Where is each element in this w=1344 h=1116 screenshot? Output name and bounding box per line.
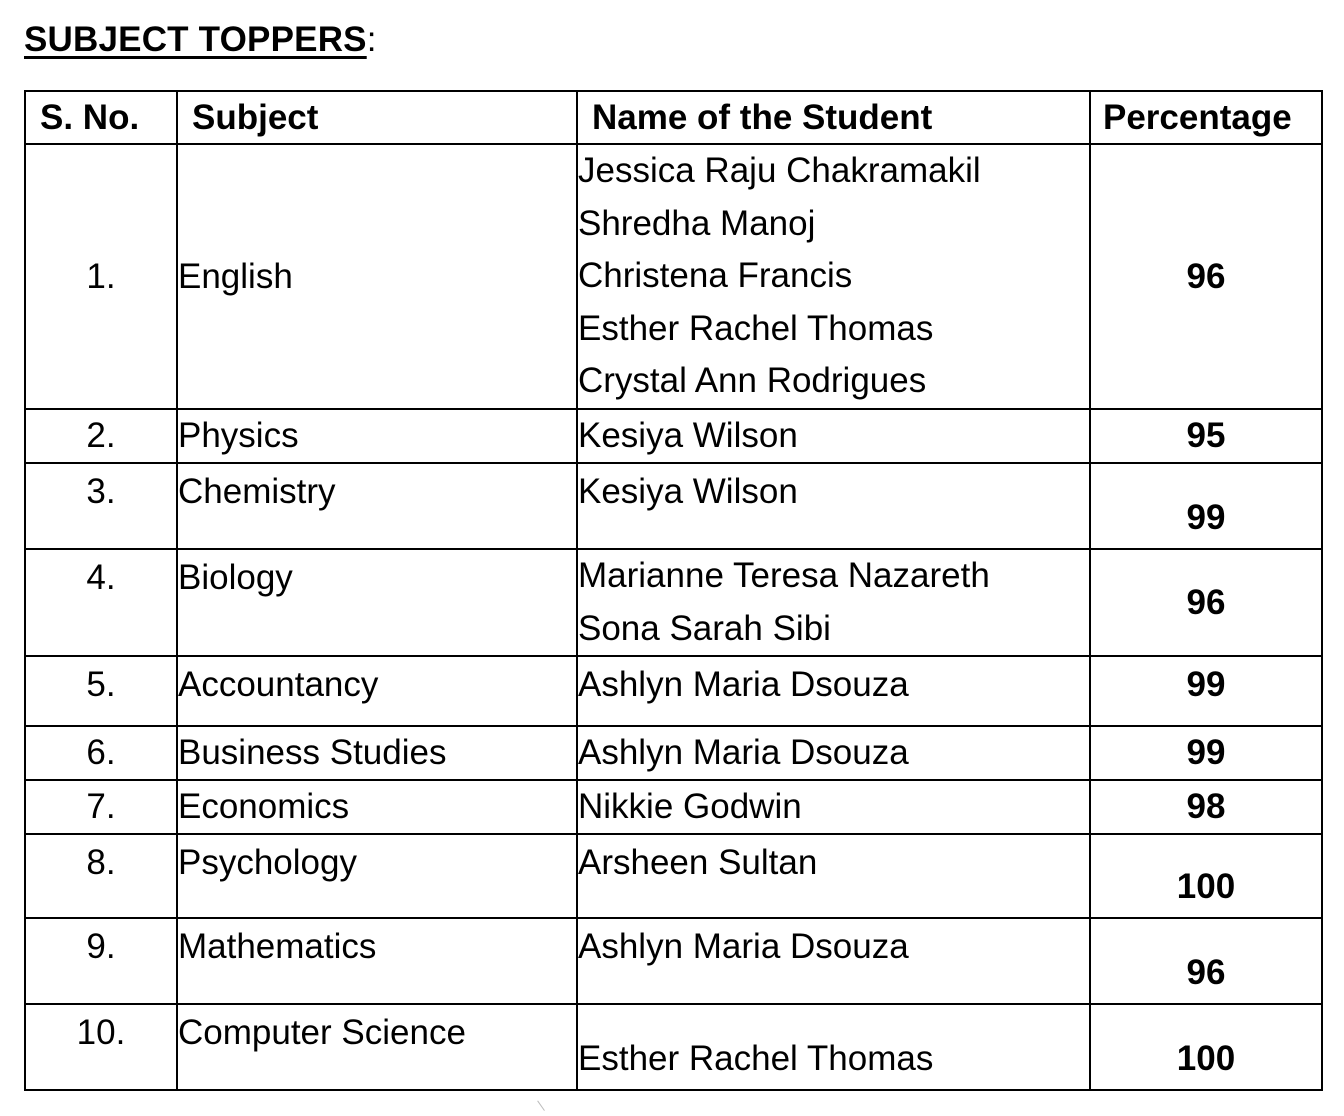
sno-cell — [25, 834, 177, 918]
student-names-cell — [577, 463, 1090, 549]
sno-value: 8. — [86, 843, 116, 883]
percentage-value: 96 — [1186, 256, 1226, 296]
table-row — [25, 463, 1322, 549]
sno-value: 2. — [86, 416, 116, 455]
student-name: Shredha Manoj — [578, 203, 816, 243]
student-names-cell — [577, 656, 1090, 726]
header-sno: S. No. — [25, 91, 177, 144]
subject-cell — [177, 1004, 577, 1090]
subject-value: Mathematics — [178, 927, 377, 967]
student-name: Marianne Teresa Nazareth — [578, 556, 990, 595]
percentage-value: 95 — [1186, 416, 1226, 455]
subject-cell — [177, 409, 577, 463]
student-name: Christena Francis — [578, 256, 853, 296]
student-names-cell — [577, 409, 1090, 463]
sno-value: 4. — [86, 558, 116, 597]
student-name: Sona Sarah Sibi — [578, 608, 831, 648]
stray-mark — [537, 1097, 550, 1111]
percentage-cell — [1090, 726, 1322, 780]
student-name: Kesiya Wilson — [578, 416, 798, 455]
percentage-cell — [1090, 834, 1322, 918]
student-names-cell — [577, 918, 1090, 1004]
table-row — [25, 549, 1322, 656]
percentage-value: 96 — [1186, 582, 1226, 622]
sno-value: 5. — [86, 665, 116, 705]
subject-value: Business Studies — [178, 733, 447, 773]
percentage-value: 96 — [1186, 953, 1226, 993]
subject-cell — [177, 144, 577, 409]
subject-value: Economics — [178, 787, 350, 827]
sno-cell — [25, 1004, 177, 1090]
header-student-name: Name of the Student — [577, 91, 1090, 144]
table-row — [25, 780, 1322, 834]
sno-cell — [25, 918, 177, 1004]
student-name: Ashlyn Maria Dsouza — [578, 665, 909, 705]
sno-value: 7. — [86, 787, 116, 827]
student-name: Jessica Raju Chakramakil — [578, 151, 981, 191]
student-name: Esther Rachel Thomas — [578, 308, 934, 348]
sno-value: 1. — [86, 256, 116, 296]
header-subject: Subject — [177, 91, 577, 144]
percentage-cell — [1090, 549, 1322, 656]
heading-colon: : — [366, 20, 377, 59]
subject-toppers-table — [24, 90, 1323, 1091]
sno-value: 9. — [86, 927, 116, 967]
header-percentage: Percentage — [1090, 91, 1322, 144]
percentage-value: 100 — [1176, 867, 1236, 907]
percentage-cell — [1090, 780, 1322, 834]
subject-cell — [177, 726, 577, 780]
table-row — [25, 834, 1322, 918]
page-title — [24, 16, 377, 64]
student-name: Kesiya Wilson — [578, 472, 798, 511]
sno-cell — [25, 549, 177, 656]
subject-cell — [177, 780, 577, 834]
sno-value: 10. — [76, 1013, 126, 1053]
percentage-cell — [1090, 1004, 1322, 1090]
subject-value: Accountancy — [178, 665, 379, 705]
student-names-cell — [577, 780, 1090, 834]
subject-value: English — [178, 256, 293, 296]
table-row — [25, 656, 1322, 726]
student-names-cell — [577, 834, 1090, 918]
table-header-row — [25, 91, 1322, 144]
percentage-value: 99 — [1186, 498, 1226, 537]
sno-value: 6. — [86, 733, 116, 773]
subject-cell — [177, 656, 577, 726]
student-name: Ashlyn Maria Dsouza — [578, 733, 909, 773]
student-name: Nikkie Godwin — [578, 787, 802, 827]
sno-cell — [25, 409, 177, 463]
subject-value: Physics — [178, 416, 299, 455]
percentage-cell — [1090, 656, 1322, 726]
table-row — [25, 144, 1322, 409]
student-name: Ashlyn Maria Dsouza — [578, 927, 909, 967]
student-name: Esther Rachel Thomas — [578, 1039, 934, 1079]
percentage-value: 100 — [1176, 1039, 1236, 1079]
percentage-cell — [1090, 463, 1322, 549]
sno-cell — [25, 656, 177, 726]
table-row — [25, 1004, 1322, 1090]
percentage-value: 99 — [1186, 665, 1226, 705]
table-row — [25, 409, 1322, 463]
sno-cell — [25, 780, 177, 834]
sno-cell — [25, 144, 177, 409]
subject-cell — [177, 549, 577, 656]
percentage-cell — [1090, 409, 1322, 463]
sno-cell — [25, 726, 177, 780]
student-names-cell — [577, 1004, 1090, 1090]
percentage-cell — [1090, 918, 1322, 1004]
table-row — [25, 918, 1322, 1004]
table-row — [25, 726, 1322, 780]
percentage-value: 99 — [1186, 733, 1226, 773]
student-names-cell — [577, 549, 1090, 656]
subject-value: Chemistry — [178, 472, 336, 511]
subject-cell — [177, 834, 577, 918]
student-names-cell — [577, 726, 1090, 780]
subject-value: Psychology — [178, 843, 357, 883]
subject-value: Computer Science — [178, 1013, 466, 1053]
heading-text: SUBJECT TOPPERS — [24, 20, 367, 59]
subject-cell — [177, 463, 577, 549]
subject-cell — [177, 918, 577, 1004]
percentage-cell — [1090, 144, 1322, 409]
student-names-cell — [577, 144, 1090, 409]
subject-value: Biology — [178, 558, 293, 597]
student-name: Crystal Ann Rodrigues — [578, 361, 927, 401]
percentage-value: 98 — [1186, 787, 1226, 827]
sno-cell — [25, 463, 177, 549]
sno-value: 3. — [86, 472, 116, 511]
student-name: Arsheen Sultan — [578, 843, 818, 883]
